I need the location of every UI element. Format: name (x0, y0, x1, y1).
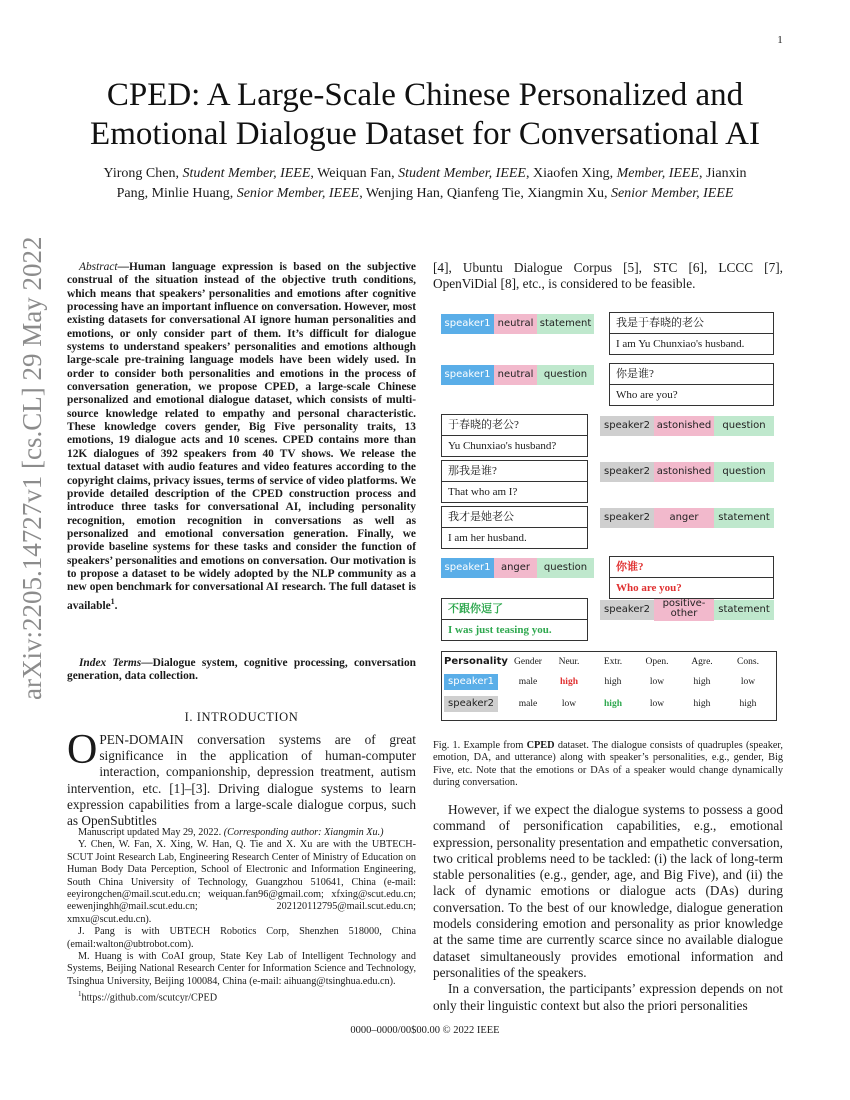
emotion-tag: anger (494, 558, 537, 578)
emotion-tag: anger (654, 508, 714, 528)
utterance-box (441, 414, 588, 457)
speaker-tag: speaker1 (441, 558, 494, 578)
emotion-tag: neutral (494, 314, 537, 334)
right-column-body (433, 802, 783, 1014)
utterance-english: Yu Chunxiao's husband? (448, 440, 557, 452)
dialogue-act-tag: question (714, 462, 774, 482)
utterance-english: I am Yu Chunxiao's husband. (616, 338, 745, 350)
copyright-footer: 0000–0000/00$00.00 © 2022 IEEE (350, 1025, 500, 1036)
table-cell: low (561, 699, 577, 709)
footnote-manuscript: Manuscript updated May 29, 2022. (Corresponding author: Xiangmin Xu.) (78, 827, 384, 838)
abstract-text: —Human language expression is based on the subjective construal of the situation instead of the objective truth conditions, which means that speakers’ personalities and emotions after cognitive processing have an important influence on conversation. However, most existing datasets for conversational AI ignore human personalities and emotions, or only consider part of them. It’s difficult for dialogue systems to understand speakers’ personalities and emotions although large-scale pre-training language models have been widely used. In order to consider both personalities and emotions in the process of conversation generation, we propose CPED, a large-scale Chinese personalized and emotional dialogue dataset, which consists of multi-source knowledge related to empathy and personal characteristic. These knowledge covers gender, Big Five personality traits, 13 emotions, 19 dialogue acts and 10 scenes. CPED contains more than 12K dialogues of 392 speakers from 40 TV shows. We release the textual dataset with audio features and video features according to the copyright claims, privacy issues, terms of service of video platforms. We provide detailed description of the CPED construction process and introduce three tasks for conversational AI, including personality recognition, emotion recognition in conversations as well as personalized and emotional conversation generation. Finally, we provide baseline systems for these tasks and consider the function of speakers’ personalities and emotions on conversation. Our motivation is to propose a dataset to be widely adopted by the NLP community as a new open benchmark for conversational AI research. The full dataset is available (67, 261, 416, 612)
dialogue-act-tag: statement (714, 600, 774, 620)
page-number: 1 (777, 34, 783, 46)
footnote-affiliation-1: Y. Chen, W. Fan, X. Xing, W. Han, Q. Tie and X. Xu are with the UBTECH-SCUT Joint Research Lab, Engineering Research Center of Ministry of Education on Human Body Data Perception, School of Electronic and Information Engineering, South China University of Technology, Guangzhou 510641, China (e-mail: eeyirongchen@mail.scut.edu.cn; weiquan.fan96@gmail.com; xfxing@scut.edu.cn; eewenjinghh@mail.scut.edu.cn; 202120112795@mail.scut.edu.cn; xmxu@scut.edu.cn). (67, 839, 416, 925)
dialogue-act-tag: question (537, 558, 594, 578)
author-list: Yirong Chen, Student Member, IEEE, Weiquan Fan, Student Member, IEEE, Xiaofen Xing, Member, IEEE, Jianxin Pang, Minlie Huang, Senior Member, IEEE, Wenjing Han, Qianfeng Tie, Xiangmin Xu, Senior Member, IEEE (103, 166, 747, 201)
utterance-chinese: 不跟你逗了 (442, 599, 587, 620)
utterance-english: Who are you? (616, 582, 682, 594)
table-header: Agre. (691, 657, 713, 667)
utterance-box (609, 363, 774, 406)
utterance-chinese: 我是于春晓的老公 (610, 313, 773, 334)
table-header: Cons. (737, 657, 759, 667)
table-header: Gender (514, 657, 542, 667)
speaker-tag: speaker1 (441, 365, 494, 385)
table-speaker-cell: speaker1 (444, 674, 498, 690)
figure-caption: Fig. 1. Example from CPED dataset. The dialogue consists of quadruples (speaker, emotion, DA, and utterance) along with speaker’s personalities, e.g., gender, Big Five, etc. Note that the emotions or DAs of a speaker would change dynamically during conversation. (433, 740, 783, 788)
utterance-chinese: 你谁? (610, 557, 773, 578)
table-cell: high (560, 677, 578, 687)
table-cell: male (518, 699, 538, 709)
utterance-box (441, 506, 588, 549)
emotion-tag: astonished (654, 462, 714, 482)
drop-cap: O (67, 727, 98, 773)
paper-title: CPED: A Large-Scale Chinese Personalized and Emotional Dialogue Dataset for Conversational AI (90, 77, 760, 152)
utterance-chinese: 那我是谁? (442, 461, 587, 482)
emotion-tag: positive- other (654, 599, 714, 621)
emotion-tag: astonished (654, 416, 714, 436)
table-cell: low (649, 699, 665, 709)
table-header: Open. (645, 657, 669, 667)
utterance-english: That who am I? (448, 486, 518, 498)
table-cell: male (518, 677, 538, 687)
utterance-english: I am her husband. (448, 532, 527, 544)
index-terms-text: —Dialogue system, cognitive processing, conversation generation, data collection. (67, 657, 416, 683)
table-cell: high (739, 699, 757, 709)
table-cell: high (604, 677, 622, 687)
utterance-box (441, 460, 588, 503)
footnote-url: $^1$https://github.com/scutcyr/CPED (78, 990, 218, 1004)
footnote-affiliation-2: J. Pang is with UBTECH Robotics Corp, Shenzhen 518000, China (email:walton@ubtrobot.com). (67, 926, 416, 950)
utterance-chinese: 我才是她老公 (442, 507, 587, 528)
speaker-tag: speaker2 (600, 416, 654, 436)
emotion-tag: neutral (494, 365, 537, 385)
utterance-box (609, 556, 774, 599)
speaker-tag: speaker2 (600, 508, 654, 528)
index-terms-label: Index Terms (79, 657, 142, 669)
personality-table (441, 651, 777, 721)
dialogue-act-tag: question (537, 365, 594, 385)
utterance-chinese: 你是谁? (610, 364, 773, 385)
table-speaker-cell: speaker2 (444, 696, 498, 712)
table-cell: low (740, 677, 756, 687)
speaker-tag: speaker2 (600, 600, 654, 620)
speaker-tag: speaker2 (600, 462, 654, 482)
table-header: Neur. (558, 657, 580, 667)
paragraph: In a conversation, the participants’ expression depends on not only their linguistic context but also the priori personalities (433, 981, 783, 1013)
right-column-continuation: [4], Ubuntu Dialogue Corpus [5], STC [6], LCCC [7], OpenViDial [8], etc., is considered to be feasible. (433, 260, 783, 292)
abstract: Abstract—Human language expression is based on the subjective construal of the situation instead of the objective truth conditions, which means that speakers’ personalities and emotions after cognitive processing have an important influence on conversation. However, most existing datasets for conversational AI ignore human personalities and emotions, or only consider part of them. It’s difficult for dialogue systems to understand speakers’ personalities and emotions although large-scale pre-training language models have been widely used. In order to consider both personalities and emotions in the process of conversation generation, we propose CPED, a large-scale Chinese personalized and emotional dialogue dataset, which consists of multi-source knowledge related to empathy and personal characteristic. These knowledge covers gender, Big Five personality traits, 13 emotions, 19 dialogue acts and 10 scenes. CPED contains more than 12K dialogues of 392 speakers from 40 TV shows. We release the textual dataset with audio features and video features according to the copyright claims, privacy issues, terms of service of video platforms. We provide detailed description of the CPED construction process and introduce three tasks for conversational AI, including personality recognition, emotion recognition in conversations as well as personalized and emotional conversation generation. Finally, we provide baseline systems for these tasks and consider the function of speakers’ personalities and emotions on conversation. Our motivation is to propose a dataset to be widely adopted by the NLP community as a new open benchmark for conversational AI research. The full dataset is available$^1$. (67, 261, 416, 612)
utterance-box (609, 312, 774, 355)
utterance-english: I was just teasing you. (448, 624, 552, 636)
section-heading-introduction: I. INTRODUCTION (184, 710, 299, 724)
table-cell: low (649, 677, 665, 687)
paragraph: However, if we expect the dialogue systems to possess a good command of personification capabilities, e.g., emotional expression, personality presentation and empathetic conversation, two critical problems need to be tackled: (i) the lack of long-term stable personalities (e.g., gender, age, and Big Five), and (ii) the lack of dynamic emotions or dialogue acts (DAs) during conversation. To the best of our knowledge, dialogue generation models considering emotion and personality as prior knowledge at the same time are currently scarce since no available dialogue dataset simultaneously provides emotional information and personalities of the speakers. (433, 802, 783, 980)
table-cell: high (693, 699, 711, 709)
footnote-mark[interactable]: 1 (110, 596, 115, 606)
utterance-box (441, 598, 588, 641)
utterance-english: Who are you? (616, 389, 678, 401)
table-cell: high (693, 677, 711, 687)
utterance-chinese: 于春晓的老公? (442, 415, 587, 436)
dialogue-act-tag: question (714, 416, 774, 436)
abstract-label: Abstract (79, 261, 118, 273)
table-header: Personality (444, 656, 508, 667)
dialogue-act-tag: statement (537, 314, 594, 334)
dataset-link[interactable]: https://github.com/scutcyr/CPED (81, 992, 218, 1004)
speaker-tag: speaker1 (441, 314, 494, 334)
table-cell: high (604, 699, 622, 709)
dialogue-act-tag: statement (714, 508, 774, 528)
footnote-affiliation-3: M. Huang is with CoAI group, State Key Lab of Intelligent Technology and Systems, Beijing National Research Center for Information Science and Technology, Tsinghua University, Beijing 100084, China (e-mail: aihuang@tsinghua.edu.cn). (67, 951, 416, 987)
introduction-paragraph: OPEN-DOMAIN conversation systems are of great significance in the application of human-computer interaction, companionship, depression treatment, autism intervention, etc. [1]–[3]. Driving dialogue systems to learn expression capabilities from a large-scale dialogue corpus, such as OpenSubtitles (67, 727, 416, 829)
arxiv-identifier-stamp: arXiv:2205.14727v1 [cs.CL] 29 May 2022 (17, 236, 47, 700)
table-header: Extr. (603, 657, 623, 667)
